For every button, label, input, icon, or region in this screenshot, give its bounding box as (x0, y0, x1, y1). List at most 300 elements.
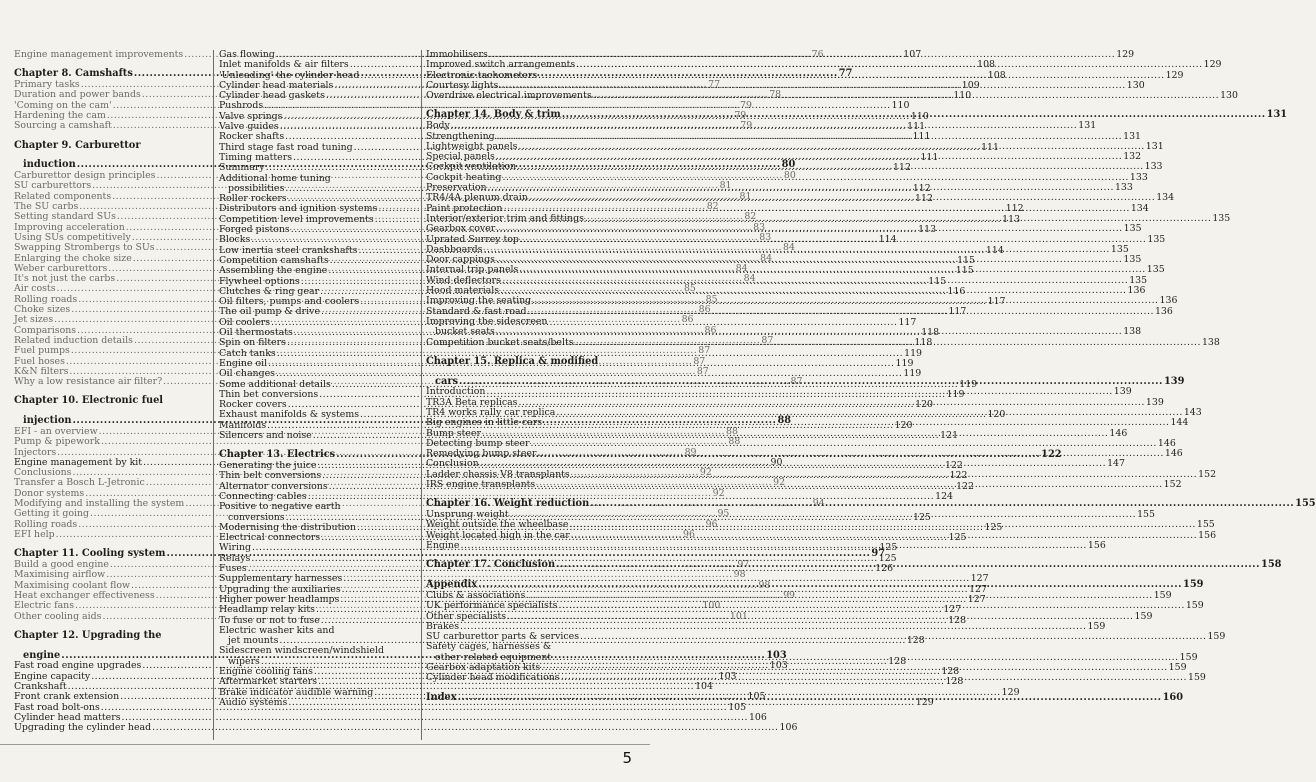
entry-title: Competition level improvements (219, 213, 374, 225)
entry-title: Oil coolers (219, 316, 271, 328)
entry-title: Upgrading the cylinder head (14, 722, 152, 734)
entry-page: 99 (783, 589, 796, 601)
entry-page: 155 (1137, 509, 1155, 521)
entry-page: 139 (1163, 375, 1185, 387)
entry-title: Paint protection (426, 202, 503, 214)
entry-title: Rocker shafts (219, 131, 285, 143)
entry-page: 159 (1179, 651, 1198, 663)
entry-page: 125 (948, 532, 967, 544)
entry-page: 83 (759, 231, 772, 243)
entry-page: 124 (935, 490, 954, 502)
entry-title: Brakes (426, 620, 460, 632)
dot-leader (152, 723, 778, 733)
entry-title: Forged pistons (219, 224, 290, 236)
entry-page: 139 (1145, 396, 1164, 408)
entry-page: 114 (985, 244, 1004, 256)
entry-page: 95 (717, 508, 730, 520)
entry-title: conversions (228, 511, 285, 523)
entry-title: Transfer a Bosch L-Jetronic (14, 477, 145, 489)
entry-title: Chapter 11. Cooling system (14, 548, 166, 560)
entry-title: Dashboards (426, 243, 483, 255)
dot-leader (593, 91, 1219, 101)
entry-page: 135 (1212, 212, 1231, 224)
entry-page: 135 (1123, 254, 1142, 266)
entry-page: 159 (1185, 600, 1204, 612)
entry-title: TR4 works rally car replica (426, 407, 556, 418)
entry-page: 107 (903, 49, 922, 60)
entry-page: 122 (956, 480, 974, 492)
entry-title: Fuel pumps (14, 345, 70, 357)
entry-page: 103 (718, 670, 737, 682)
entry-title: Carburettor design principles (14, 170, 156, 182)
entry-title: Thin belt conversions (219, 470, 322, 482)
entry-page: 84 (735, 262, 748, 274)
entry-page: 80 (783, 170, 796, 182)
entry-title: Improving the sidescreen (426, 315, 548, 327)
entry-title: Spin on filters (219, 337, 286, 349)
entry-title: Related components (14, 190, 112, 202)
entry-page: 130 (1126, 79, 1145, 91)
entry-title: Immobilisers (426, 49, 488, 60)
entry-title: Electrical connectors (219, 532, 321, 544)
entry-title: To fuse or not to fuse (219, 614, 320, 626)
entry-page: 86 (681, 314, 694, 326)
dot-leader (458, 693, 1162, 704)
entry-page: 155 (1196, 519, 1215, 531)
entry-title: Remedying bump steer (426, 448, 537, 460)
entry-title: Detecting bump steer (426, 437, 530, 449)
entry-page: 84 (783, 242, 795, 254)
entry-page: 96 (683, 528, 695, 540)
entry-title: Some additional details (219, 378, 331, 390)
entry-page: 135 (1146, 264, 1165, 276)
entry-title: Chapter 14. Body & trim (426, 109, 561, 121)
entry-title: Body (426, 120, 450, 132)
entry-title: Fast road engine upgrades (14, 660, 142, 672)
entry-page: 133 (1144, 161, 1163, 173)
entry-title: Injectors (14, 446, 57, 458)
entry-page: 82 (706, 201, 719, 213)
entry-page: 81 (739, 190, 752, 202)
entry-page: 108 (977, 59, 996, 71)
entry-title: Oil thermostats (219, 327, 293, 339)
entry-title: SU carburettor parts & services (426, 631, 580, 643)
entry-title: Modernising the distribution (219, 521, 357, 533)
entry-title: Gearbox cover (426, 223, 496, 235)
entry-page: 133 (1129, 171, 1148, 183)
entry-title: injection (23, 415, 72, 427)
entry-title: Oil changes (219, 368, 275, 380)
entry-page: 160 (1162, 691, 1184, 703)
entry-title: The SU carbs (14, 201, 79, 213)
entry-title: Silencers and noise (219, 429, 312, 441)
entry-page: 159 (1187, 672, 1206, 684)
entry-page: 117 (948, 306, 967, 318)
entry-page: 92 (712, 487, 725, 499)
entry-title: other related equipment (435, 651, 552, 663)
entry-page: 158 (1261, 559, 1282, 571)
entry-title: Clutches & ring gear (219, 285, 320, 297)
entry-title: Hardening the cam (14, 109, 106, 121)
entry-page: 129 (1203, 59, 1222, 71)
dot-leader (536, 477, 1162, 490)
entry-title: SU carburettors (14, 180, 92, 192)
entry-title: Headlamp relay kits (219, 604, 315, 616)
entry-page: 128 (945, 676, 964, 688)
entry-page: 106 (779, 722, 798, 734)
entry-page: 116 (947, 285, 966, 297)
entry-title: Internal trip panels (426, 264, 519, 276)
entry-page: 127 (967, 593, 986, 605)
entry-title: Pushrods (219, 100, 264, 112)
entry-page: 81 (719, 180, 732, 192)
entry-page: 119 (904, 347, 923, 359)
entry-title: Engine cooling fans (219, 666, 313, 678)
entry-title: Third stage fast road tuning (219, 141, 353, 153)
entry-page: 113 (1002, 213, 1021, 225)
entry-page: 84 (743, 273, 756, 285)
entry-page: 129 (915, 696, 934, 708)
dot-leader (580, 632, 1206, 642)
entry-title: The oil pump & drive (219, 306, 321, 318)
entry-page: 110 (891, 100, 910, 112)
entry-page: 159 (1134, 610, 1153, 622)
entry-title: Engine management by kit (14, 456, 143, 468)
entry-page: 128 (888, 655, 907, 667)
entry-title: Clubs & associations (426, 589, 526, 601)
entry-title: Roller rockers (219, 193, 287, 205)
entry-page: 117 (987, 296, 1006, 308)
entry-page: 146 (1157, 437, 1176, 449)
entry-page: 108 (987, 69, 1006, 81)
entry-title: Weight outside the wheelbase (426, 519, 569, 531)
entry-page: 86 (698, 304, 711, 316)
entry-title: Maximising airflow (14, 569, 106, 581)
entry-page: 88 (728, 436, 741, 448)
entry-page: 82 (744, 211, 757, 223)
entry-title: Relays (219, 552, 251, 564)
entry-page: 128 (906, 635, 925, 647)
entry-title: Index (426, 691, 457, 703)
entry-page: 110 (953, 90, 972, 102)
entry-page: 115 (955, 265, 974, 277)
entry-page: 87 (693, 355, 706, 367)
entry-title: UK performance specialists (426, 600, 558, 612)
entry-page: 96 (705, 518, 718, 530)
entry-title: Improved switch arrangements (426, 59, 576, 71)
entry-title: Summary (219, 162, 265, 174)
entry-title: Inlet manifolds & air filters (219, 59, 349, 71)
entry-page: 111 (920, 151, 939, 163)
dot-leader (496, 324, 1122, 337)
entry-title: Chapter 12. Upgrading the (14, 629, 162, 641)
entry-page: 139 (1113, 386, 1132, 398)
entry-title: Distributors and ignition systems (219, 203, 378, 215)
entry-title: Introduction (426, 386, 486, 398)
entry-page: 120 (894, 419, 913, 431)
entry-page: 87 (790, 376, 803, 388)
entry-title: wipers (228, 655, 260, 667)
entry-page: 114 (878, 234, 897, 246)
entry-title: Jet sizes (14, 314, 54, 326)
entry-title: Chapter 15. Replica & modified (426, 355, 599, 367)
entry-title: Chapter 10. Electronic fuel (14, 395, 164, 407)
entry-page: 109 (961, 79, 980, 91)
entry-title: Pump & pipework (14, 436, 100, 448)
entry-page: 85 (683, 283, 696, 295)
entry-page: 126 (875, 563, 894, 575)
entry-page: 78 (769, 89, 782, 101)
entry-title: Ladder chassis V8 transplants (426, 468, 570, 480)
page-number: 5 (622, 749, 632, 767)
entry-page: 159 (1207, 631, 1226, 643)
entry-title: Additional home tuning (219, 172, 331, 184)
entry-page: 131 (1145, 140, 1164, 152)
entry-title: EFI help (14, 528, 55, 540)
entry-page: 156 (1087, 540, 1106, 552)
entry-page: 156 (1198, 529, 1217, 541)
entry-title: Connecting cables (219, 490, 307, 502)
entry-title: Cylinder head gaskets (219, 90, 325, 102)
entry-title: Gearbox adaptation kits (426, 662, 541, 674)
entry-title: Air costs (14, 283, 56, 295)
entry-title: Competition camshafts (219, 254, 329, 266)
dot-leader (496, 221, 1122, 234)
entry-title: Using SUs competitively (14, 231, 131, 243)
entry-page: 128 (941, 666, 960, 678)
entry-title: induction (23, 159, 76, 171)
entry-page: 119 (895, 357, 914, 369)
entry-page: 127 (970, 573, 989, 585)
entry-page: 97 (737, 559, 750, 571)
entry-title: Heat exchanger effectiveness (14, 589, 155, 601)
entry-title: Alternator conversions (219, 480, 328, 492)
entry-title: It's not just the carbs (14, 273, 116, 285)
entry-page: 127 (943, 604, 962, 616)
entry-title: Audio systems (219, 696, 288, 708)
entry-title: Strengthening (426, 130, 495, 142)
entry-title: Chapter 8. Camshafts (14, 68, 133, 80)
entry-title: Conclusion (426, 458, 479, 470)
entry-title: Setting standard SUs (14, 211, 116, 223)
entry-title: Wiring (219, 542, 251, 554)
entry-title: Bump steer (426, 427, 481, 439)
entry-page: 79 (734, 109, 747, 121)
entry-page: 135 (1147, 233, 1166, 245)
entry-title: TR4/4A plenum drain (426, 192, 528, 204)
entry-page: 105 (728, 701, 747, 713)
chapter-heading (14, 141, 207, 152)
entry-title: Cylinder head materials (219, 79, 334, 91)
entry-page: 144 (1170, 417, 1189, 429)
entry-title: Build a good engine (14, 559, 109, 571)
entry-title: Chapter 16. Weight reduction (426, 498, 590, 510)
entry-page: 131 (1123, 130, 1142, 142)
entry-title: 'Coming on the cam' (14, 99, 112, 111)
entry-title: Uprated Surrey top (426, 233, 519, 245)
entry-page: 89 (684, 446, 697, 458)
entry-title: Safety cages, harnesses & (426, 641, 552, 653)
entry-page: 136 (1127, 285, 1146, 297)
entry-page: 106 (748, 711, 767, 723)
entry-title: Weight located high in the car (426, 529, 570, 541)
chapter-heading (14, 396, 207, 407)
entry-title: Sourcing a camshaft (14, 120, 112, 132)
entry-title: Engine (426, 540, 460, 552)
entry-title: Rolling roads (14, 518, 78, 530)
entry-title: Special panels (426, 151, 495, 163)
entry-page: 136 (1154, 305, 1173, 317)
entry-page: 98 (733, 569, 746, 581)
entry-title: Why a low resistance air filter? (14, 376, 163, 388)
entry-title: K&N filters (14, 365, 69, 377)
entry-title: Wind deflectors (426, 274, 501, 286)
entry-page: 146 (1164, 448, 1183, 460)
entry-title: Positive to negative earth (219, 501, 341, 513)
entry-page: 128 (948, 614, 967, 626)
entry-page: 132 (1123, 151, 1142, 163)
entry-page: 125 (912, 511, 931, 523)
entry-page: 111 (981, 141, 999, 153)
entry-page: 97 (871, 548, 886, 560)
entry-page: 110 (910, 110, 929, 122)
entry-title: Lightweight panels (426, 140, 518, 152)
entry-title: EFI - an overview (14, 426, 98, 437)
entry-title: Conclusions (14, 467, 72, 479)
entry-page: 112 (912, 182, 931, 194)
entry-title: Big engines in little cars (426, 417, 543, 429)
entry-title: Preservation (426, 182, 487, 194)
entry-title: Primary tasks (14, 79, 80, 91)
entry-title: Cockpit ventilation (426, 161, 517, 173)
entry-page: 112 (915, 193, 933, 205)
entry-title: TR3A Beta replicas (426, 396, 518, 408)
entry-title: Weber carburettors (14, 262, 108, 274)
entry-page: 143 (1183, 407, 1202, 418)
entry-title: Cockpit heating (426, 171, 502, 183)
entry-title: Supplementary harnesses (219, 573, 343, 585)
entry-page: 87 (696, 365, 709, 377)
entry-title: Appendix (426, 579, 478, 591)
entry-page: 88 (726, 426, 738, 437)
entry-title: jet mounts (228, 635, 279, 647)
entry-title: Flywheel options (219, 275, 300, 287)
entry-page: 138 (1123, 326, 1142, 338)
entry-title: Crankshaft (14, 681, 67, 693)
entry-page: 130 (1220, 90, 1238, 102)
entry-page: 122 (944, 460, 963, 472)
entry-page: 76 (811, 49, 824, 60)
entry-page: 112 (893, 162, 911, 174)
entry-page: 152 (1163, 479, 1182, 491)
entry-title: Exhaust manifolds & systems (219, 409, 360, 421)
entry-title: Fast road bolt-ons (14, 701, 100, 713)
entry-page: 103 (769, 660, 788, 672)
entry-title: Fuel hoses (14, 355, 65, 367)
entry-page: 131 (1266, 109, 1288, 121)
entry-title: Duration and power bands (14, 89, 141, 101)
entry-title: Gas flowing (219, 49, 275, 60)
entry-title: Other specialists (426, 610, 507, 622)
entry-title: Maximising coolant flow (14, 579, 131, 591)
entry-page: 129 (1116, 49, 1135, 60)
entry-page: 104 (695, 681, 713, 693)
entry-title: possibilities (228, 182, 285, 194)
entry-title: Electric fans (14, 600, 75, 612)
entry-page: 98 (758, 579, 771, 591)
entry-title: Rocker covers (219, 399, 287, 411)
entry-title: Enlarging the choke size (14, 252, 132, 264)
entry-title: Cylinder head matters (14, 711, 121, 723)
entry-page: 79 (740, 120, 753, 132)
entry-title: Catch tanks (219, 347, 276, 359)
entry-page: 92 (773, 477, 786, 489)
entry-title: Aftermarket starters (219, 676, 318, 688)
entry-page: 94 (812, 498, 825, 510)
entry-title: Electronic tachometers (426, 69, 538, 81)
entry-title: Overdrive electrical improvements (426, 90, 592, 102)
entry-title: Chapter 9. Carburettor (14, 139, 141, 151)
entry-title: Sidescreen windscreen/windshield (219, 645, 384, 657)
entry-page: 92 (699, 467, 712, 479)
entry-page: 83 (753, 221, 766, 233)
entry-title: Door cappings (426, 254, 495, 266)
entry-title: Interior/exterior trim and fittings (426, 212, 584, 224)
entry-title: Valve guides (219, 121, 279, 133)
entry-page: 119 (903, 368, 922, 380)
entry-title: Upgrading the auxiliaries (219, 583, 341, 595)
entry-page: 138 (1201, 336, 1220, 348)
chapter-heading (14, 631, 207, 642)
entry-page: 120 (987, 409, 1006, 421)
entry-title: Related induction details (14, 334, 133, 346)
entry-page: 88 (777, 415, 792, 427)
entry-title: Generating the juice (219, 460, 317, 472)
entry-page: 77 (708, 79, 721, 91)
entry-title: Modifying and installing the system (14, 498, 185, 510)
entry-title: Timing matters (219, 151, 293, 163)
entry-title: Getting it going (14, 508, 90, 520)
entry-title: Front crank extension (14, 691, 120, 703)
entry-title: Thin bet conversions (219, 388, 319, 400)
entry-title: bucket seats (435, 326, 495, 338)
entry-title: Engine management improvements (14, 49, 184, 60)
entry-page: 120 (915, 399, 934, 411)
entry-page: 103 (766, 649, 787, 661)
column-divider (421, 50, 422, 740)
entry-title: Oil filters, pumps and coolers (219, 296, 360, 308)
entry-title: Courtesy lights (426, 79, 499, 91)
dot-leader (558, 601, 1184, 611)
entry-page: 111 (912, 131, 931, 143)
entry-title: Electric washer kits and (219, 624, 335, 636)
entry-page: 159 (1168, 662, 1187, 674)
dot-leader (575, 334, 1201, 348)
entry-page: 84 (760, 252, 773, 264)
toc-entry (14, 722, 798, 734)
entry-page: 125 (984, 521, 1003, 533)
entry-title: Fuses (219, 563, 247, 575)
entry-page: 118 (921, 327, 940, 339)
entry-title: Engine capacity (14, 670, 91, 682)
entry-page: 136 (1159, 295, 1178, 307)
entry-page: 115 (957, 254, 975, 266)
entry-title: Blocks (219, 234, 251, 246)
footer-rule (0, 744, 650, 745)
entry-title: Other cooling aids (14, 610, 102, 622)
entry-page: 159 (1153, 589, 1172, 601)
entry-page: 135 (1110, 243, 1129, 255)
